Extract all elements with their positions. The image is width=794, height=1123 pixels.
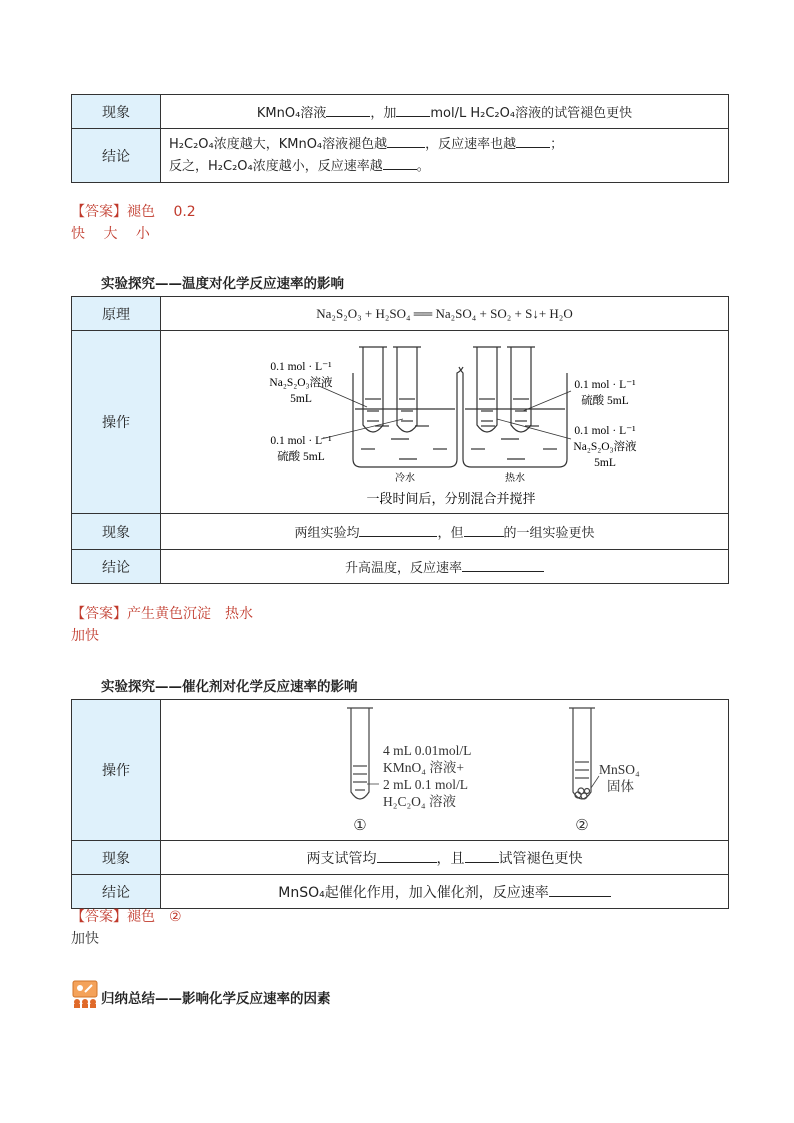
cold-water-beaker bbox=[353, 367, 463, 467]
label-mnso4: MnSO₄ bbox=[599, 762, 640, 777]
phenomenon-cell: 两支试管均 ，且 试管褪色更快 bbox=[161, 841, 729, 875]
row-label-phenomenon: 现象 bbox=[72, 95, 161, 129]
answer-block-2: 【答案】产生黄色沉淀 热水 加快 bbox=[71, 606, 253, 644]
test-tube-left-1 bbox=[359, 347, 387, 432]
row-label-conclusion: 结论 bbox=[72, 550, 161, 584]
blank[interactable] bbox=[516, 135, 550, 148]
label-hot-water: 热水 bbox=[505, 473, 525, 484]
conclusion-cell: MnSO₄起催化作用，加入催化剂，反应速率 bbox=[161, 875, 729, 909]
blank[interactable] bbox=[396, 104, 430, 117]
label-left-top-3: 5mL bbox=[290, 393, 312, 405]
tube-number-2: ② bbox=[575, 818, 589, 834]
label-kmno4-volume: 4 mL 0.01mol/L bbox=[383, 743, 472, 758]
conclusion-cell: H₂C₂O₄浓度越大，KMnO₄溶液褪色越 ，反应速率也越 ； 反之，H₂C₂O₄浓度越小，反应速率越 。 bbox=[161, 129, 729, 183]
row-label-operation: 操作 bbox=[72, 331, 161, 514]
row-label-conclusion: 结论 bbox=[72, 875, 161, 909]
label-right-bot-2: Na₂S₂O₃溶液 bbox=[573, 441, 637, 453]
figure-caption: 一段时间后，分别混合并搅拌 bbox=[366, 492, 536, 507]
concentration-table bbox=[71, 94, 729, 183]
label-kmno4: KMnO₄ 溶液+ bbox=[383, 760, 464, 775]
catalyst-table bbox=[71, 699, 729, 909]
label-left-bot-1: 0.1 mol · L⁻¹ bbox=[270, 435, 332, 447]
label-left-bot-2: 硫酸 5mL bbox=[277, 451, 325, 463]
test-tube-right-2 bbox=[507, 347, 535, 432]
row-label-conclusion: 结论 bbox=[72, 129, 161, 183]
tube-number-1: ① bbox=[353, 818, 367, 834]
blank[interactable] bbox=[387, 135, 425, 148]
row-label-principle: 原理 bbox=[72, 297, 161, 331]
label-right-bot-3: 5mL bbox=[594, 457, 616, 469]
row-label-operation: 操作 bbox=[72, 700, 161, 841]
summary-title: 归纳总结——影响化学反应速率的因素 bbox=[101, 991, 331, 1007]
blank[interactable] bbox=[465, 850, 499, 863]
blank[interactable] bbox=[549, 884, 611, 897]
label-right-bot-1: 0.1 mol · L⁻¹ bbox=[574, 425, 636, 437]
hot-water-beaker bbox=[459, 367, 567, 467]
phenomenon-cell: 两组实验均 ，但 的一组实验更快 bbox=[161, 514, 729, 550]
catalyst-figure-cell bbox=[161, 700, 729, 841]
catalyst-apparatus-figure bbox=[161, 700, 729, 840]
row-label-phenomenon: 现象 bbox=[72, 514, 161, 550]
summary-icon bbox=[72, 980, 98, 1008]
phenomenon-cell: KMnO₄溶液 ，加 mol/L H₂C₂O₄溶液的试管褪色更快 bbox=[161, 95, 729, 129]
temperature-apparatus-figure bbox=[161, 331, 729, 513]
blank[interactable] bbox=[383, 157, 417, 170]
label-left-top-2: Na₂S₂O₃溶液 bbox=[269, 377, 333, 389]
blank[interactable] bbox=[326, 104, 370, 117]
test-tube-2 bbox=[569, 708, 595, 799]
conclusion-cell: 升高温度，反应速率 bbox=[161, 550, 729, 584]
answer-block-3: 【答案】褪色 ② 加快 bbox=[71, 909, 182, 947]
blank[interactable] bbox=[464, 524, 504, 537]
test-tube-right-1 bbox=[473, 347, 501, 432]
temperature-table bbox=[71, 296, 729, 584]
answer-block-1: 【答案】褪色 0.2 快 大 小 bbox=[71, 204, 196, 242]
principle-equation: Na₂S₂O₃ + H₂SO₄ ══ Na₂SO₄ + SO₂ + S↓+ H₂O bbox=[161, 297, 729, 331]
test-tube-left-2 bbox=[393, 347, 421, 432]
blank[interactable] bbox=[359, 524, 437, 537]
label-right-top-1: 0.1 mol · L⁻¹ bbox=[574, 379, 636, 391]
label-solid: 固体 bbox=[607, 779, 634, 794]
label-oxalic: H₂C₂O₄ 溶液 bbox=[383, 794, 456, 809]
test-tube-1 bbox=[347, 708, 373, 799]
temperature-figure-cell bbox=[161, 331, 729, 514]
section-title-catalyst: 实验探究——催化剂对化学反应速率的影响 bbox=[101, 679, 358, 695]
section-title-temperature: 实验探究——温度对化学反应速率的影响 bbox=[101, 276, 344, 292]
label-oxalic-volume: 2 mL 0.1 mol/L bbox=[383, 777, 468, 792]
blank[interactable] bbox=[462, 559, 544, 572]
blank[interactable] bbox=[377, 850, 437, 863]
label-right-top-2: 硫酸 5mL bbox=[581, 395, 629, 407]
label-cold-water: 冷水 bbox=[395, 473, 415, 484]
row-label-phenomenon: 现象 bbox=[72, 841, 161, 875]
label-left-top-1: 0.1 mol · L⁻¹ bbox=[270, 361, 332, 373]
